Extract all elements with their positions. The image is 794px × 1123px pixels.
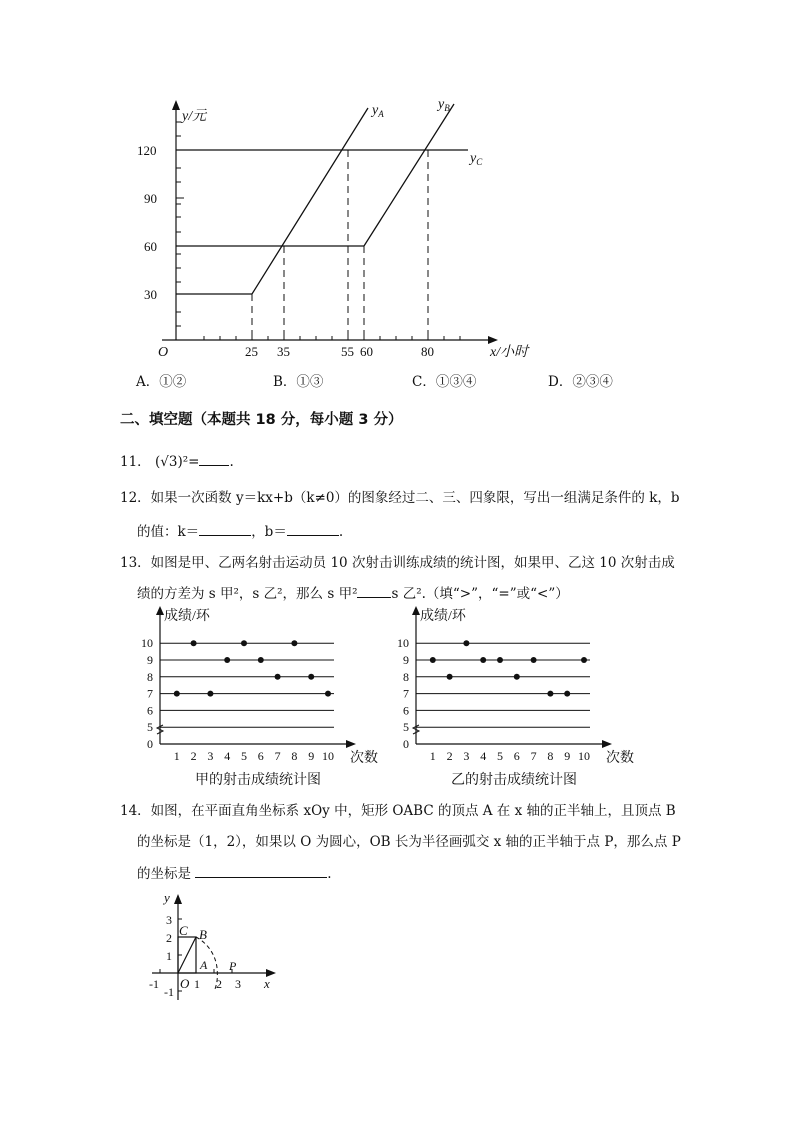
label-yb: $y_B$: [438, 97, 450, 113]
x-ticks: [204, 335, 460, 340]
y-tick-30: 30: [144, 287, 157, 302]
yi-xtick-5: 5: [497, 749, 503, 763]
q14-answer-blank[interactable]: [195, 863, 327, 878]
jia-xtick-6: 6: [257, 749, 264, 763]
jia-xtick-7: 7: [274, 749, 281, 763]
q12-k-blank[interactable]: [199, 521, 251, 536]
point-c-label: C: [179, 923, 188, 938]
y-tick-90: 90: [144, 191, 157, 206]
yi-ytick-8: 8: [403, 669, 409, 684]
option-c-text: ①③④: [435, 374, 477, 390]
yi-xtick-7: 7: [530, 749, 537, 763]
yi-ytick-7: 7: [403, 686, 409, 701]
yi-y-arrow: [412, 606, 420, 615]
jia-y-label: 成绩/环: [164, 609, 210, 624]
yi-xtick-1: 1: [429, 749, 436, 763]
yi-xtick-10: 10: [578, 749, 590, 763]
q11-answer-blank[interactable]: [199, 451, 229, 466]
jia-point-5: [241, 640, 247, 646]
jia-chart-title: 甲的射击成绩统计图: [195, 773, 321, 788]
g3-y-arrow: [174, 894, 182, 904]
yi-point-9: [564, 691, 570, 697]
jia-point-9: [308, 674, 314, 680]
q12-k-label: 的值：k＝: [137, 524, 200, 540]
jia-xtick-1: 1: [173, 749, 180, 763]
label-ya: $y_A$: [372, 103, 384, 119]
yi-ytick-9: 9: [403, 653, 409, 667]
q13-prefix: 绩的方差为 s 甲²，s 乙²，那么 s 甲²: [137, 586, 358, 602]
option-a-text: ①②: [159, 374, 187, 390]
yi-x-arrow: [602, 740, 612, 748]
yi-point-5: [497, 657, 503, 663]
yi-point-3: [463, 640, 469, 646]
x-tick-35: 35: [277, 344, 290, 359]
option-d-text: ②③④: [572, 374, 613, 390]
label-yc: $y_C$: [470, 151, 483, 167]
yi-axis-break: [413, 725, 419, 734]
jia-ytick-7: 7: [147, 686, 153, 701]
q12-line1: 12．如果一次函数 y＝kx+b（k≠0）的图象经过二、三、四象限，写出一组满足条件的 k，b: [120, 490, 680, 506]
question-11: [120, 451, 234, 472]
option-d-letter: D．: [548, 374, 573, 390]
q14-tail: .: [327, 866, 332, 882]
jia-point-3: [207, 691, 213, 697]
yi-xtick-4: 4: [480, 749, 487, 763]
jia-ytick-10: 10: [141, 636, 153, 651]
section-title: 二、填空题（本题共 18 分，每小题 3 分）: [120, 412, 403, 428]
g3-ytick-neg1: -1: [164, 985, 174, 999]
jia-point-1: [174, 691, 180, 697]
option-a[interactable]: [136, 372, 186, 392]
question-13-answer: [137, 583, 569, 604]
q13-answer-blank[interactable]: [357, 583, 391, 598]
yi-xtick-9: 9: [564, 749, 571, 763]
x-tick-25: 25: [245, 344, 258, 359]
yi-ytick-5: 5: [403, 720, 409, 735]
q13-line1: 13．如图是甲、乙两名射击运动员 10 次射击训练成绩的统计图，如果甲、乙这 10 次射击成: [120, 555, 675, 571]
yi-ytick-10: 10: [397, 636, 409, 651]
q14-prefix: 的坐标是: [137, 866, 191, 882]
q13-suffix: s 乙².（填“>”，“=”或“<”）: [391, 586, 569, 602]
jia-point-2: [191, 640, 197, 646]
g3-ytick-3: 3: [166, 913, 172, 927]
option-b[interactable]: [273, 372, 323, 392]
jia-xtick-9: 9: [308, 749, 315, 763]
y-major-ticks: [176, 150, 184, 294]
yi-y-label: 成绩/环: [420, 609, 466, 624]
yi-point-8: [547, 691, 553, 697]
g3-x-label: x: [264, 976, 270, 991]
jia-ytick-8: 8: [147, 669, 153, 684]
g3-xtick-3: 3: [235, 977, 241, 991]
option-b-text: ①③: [296, 374, 324, 390]
question-12-answers: [137, 521, 343, 542]
yi-xtick-6: 6: [513, 749, 520, 763]
q12-b-label: ，b＝: [251, 524, 287, 540]
g3-origin-label: O: [180, 976, 190, 991]
jia-xtick-8: 8: [291, 749, 298, 763]
x-tick-55: 55: [341, 344, 354, 359]
chart-yi: [396, 606, 646, 796]
yi-point-7: [531, 657, 537, 663]
origin-label: O: [158, 345, 169, 360]
option-a-letter: A．: [136, 374, 160, 390]
g3-xtick-2: 2: [216, 977, 222, 991]
yi-point-10: [581, 657, 587, 663]
dashed-guides: [252, 150, 428, 340]
q14-line1: 14．如图，在平面直角坐标系 xOy 中，矩形 OABC 的顶点 A 在 x 轴的正半轴上，且顶点 B: [120, 803, 676, 819]
yi-xtick-8: 8: [547, 749, 554, 763]
option-b-letter: B．: [273, 374, 297, 390]
cost-graph: [120, 92, 560, 372]
y-minor-ticks: [176, 122, 181, 326]
line-ya: [176, 108, 368, 294]
option-c[interactable]: [412, 372, 476, 392]
jia-point-4: [224, 657, 230, 663]
chart-jia: [140, 606, 390, 796]
x-axis-arrow: [488, 336, 498, 344]
yi-chart-title: 乙的射击成绩统计图: [451, 773, 577, 788]
jia-x-arrow: [346, 740, 356, 748]
q11-tail: .: [229, 454, 234, 470]
y-tick-60: 60: [144, 239, 157, 254]
q14-line2: 的坐标是（1，2），如果以 O 为圆心，OB 长为半径画弧交 x 轴的正半轴于点 P，那么点 P: [137, 834, 681, 850]
question-14-answer: [137, 863, 332, 884]
jia-point-7: [275, 674, 281, 680]
x-axis-label: x/小时: [490, 345, 529, 360]
jia-point-8: [291, 640, 297, 646]
jia-xtick-4: 4: [224, 749, 231, 763]
point-a-label: A: [200, 958, 208, 972]
option-c-letter: C．: [412, 374, 436, 390]
jia-y-arrow: [156, 606, 164, 615]
jia-ytick-5: 5: [147, 720, 153, 735]
option-d[interactable]: [548, 372, 613, 392]
yi-xtick-3: 3: [463, 749, 470, 763]
x-tick-60: 60: [360, 344, 373, 359]
point-p-label: P: [229, 959, 237, 973]
jia-axis-break: [157, 725, 163, 734]
yi-point-2: [447, 674, 453, 680]
jia-xtick-2: 2: [190, 749, 197, 763]
jia-xtick-10: 10: [322, 749, 334, 763]
q12-tail: .: [338, 524, 344, 540]
jia-ytick-9: 9: [147, 653, 153, 667]
y-axis-arrow: [172, 100, 180, 110]
jia-x-label: 次数: [350, 751, 378, 766]
jia-xtick-3: 3: [207, 749, 214, 763]
yi-point-1: [430, 657, 436, 663]
point-b-label: B: [199, 927, 207, 942]
g3-ytick-2: 2: [166, 931, 172, 945]
y-tick-120: 120: [137, 143, 157, 158]
yi-x-label: 次数: [606, 751, 634, 766]
g3-xtick-1: 1: [194, 977, 200, 991]
q12-b-blank[interactable]: [287, 521, 339, 536]
g3-xtick-neg1: -1: [149, 977, 159, 991]
jia-point-10: [325, 691, 331, 697]
jia-ytick-0: 0: [147, 737, 153, 751]
jia-ytick-6: 6: [147, 703, 153, 718]
jia-point-6: [258, 657, 264, 663]
yi-xtick-2: 2: [446, 749, 453, 763]
coordinate-graph: [140, 888, 290, 1010]
x-tick-80: 80: [421, 344, 434, 359]
yi-ytick-6: 6: [403, 703, 409, 718]
yi-point-6: [514, 674, 520, 680]
g3-y-label: y: [164, 890, 170, 905]
q11-expression: (√3)²=: [154, 454, 200, 470]
q11-number: 11．: [120, 454, 151, 470]
yi-ytick-0: 0: [403, 737, 409, 751]
line-yb: [176, 104, 454, 246]
g3-ytick-1: 1: [166, 949, 172, 963]
y-axis-label: y/元: [182, 109, 207, 124]
jia-xtick-5: 5: [241, 749, 247, 763]
yi-point-4: [480, 657, 486, 663]
